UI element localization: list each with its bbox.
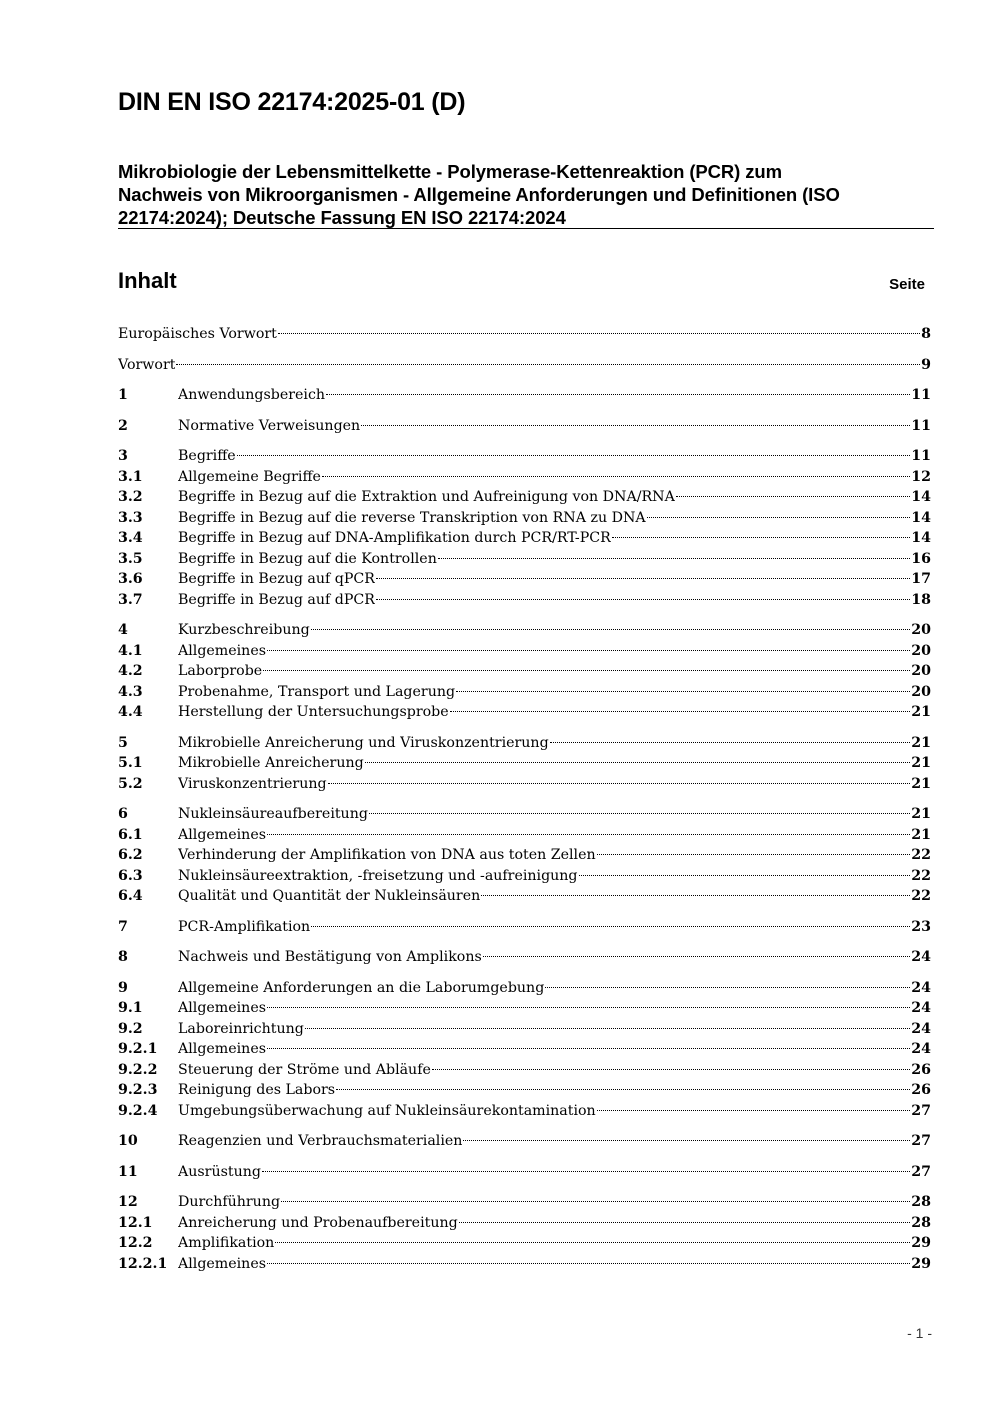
toc-entry-number: 9.1 [118,1000,143,1016]
dot-leader [459,1221,911,1223]
dot-leader [376,598,910,600]
toc-entry[interactable] [118,845,931,866]
toc-entry-title: Allgemeines [178,1255,266,1272]
document-id: DIN EN ISO 22174:2025-01 (D) [118,88,466,116]
toc-entry-number: 9.2.4 [118,1102,158,1119]
page-column-label: Seite [889,276,925,293]
toc-entry[interactable] [118,947,931,968]
toc-entry-page: 29 [911,1255,931,1272]
dot-leader [456,690,910,692]
toc-entry-title: Normative Verweisungen [178,417,361,434]
toc-entry[interactable] [118,416,931,437]
dot-leader [361,424,910,426]
dot-leader [326,393,910,395]
toc-entry-title: Begriffe in Bezug auf die Extraktion und Aufreinigung von DNA/RNA [178,489,675,505]
dot-leader [376,577,910,579]
toc-entry[interactable] [118,733,931,754]
toc-entry-number: 9.2 [118,1020,143,1037]
dot-leader [281,1200,910,1202]
toc-entry-page: 28 [911,1194,931,1210]
toc-entry[interactable] [118,385,931,406]
toc-entry-page: 24 [911,1020,931,1037]
document-title [118,160,934,229]
toc-entry-number: 9.2.3 [118,1082,158,1098]
toc-entry-number: 9.2.1 [118,1041,158,1057]
toc-entry-page: 24 [911,1000,931,1016]
toc-entry-page: 26 [911,1082,931,1098]
toc-entry[interactable] [118,1131,931,1152]
toc-entry-page: 24 [911,949,931,965]
toc-entry-title: Reinigung des Labors [178,1082,336,1098]
toc-entry-title: Laborprobe [178,663,263,679]
toc-entry[interactable] [118,620,931,641]
toc-entry-page: 20 [911,683,931,700]
dot-leader [176,363,920,365]
toc-entry-number: 4.4 [118,704,143,720]
toc-entry-number: 12.2 [118,1235,153,1251]
title-line: 22174:2024); Deutsche Fassung EN ISO 22174:2024 [118,207,566,228]
title-divider [118,228,934,229]
toc-entry[interactable] [118,1162,931,1183]
toc-entry-page: 24 [911,979,931,996]
toc-entry-page: 14 [911,509,931,526]
dot-leader [267,1006,910,1008]
toc-entry-title: Anwendungsbereich [178,387,326,403]
toc-entry-number: 4.2 [118,663,143,679]
toc-entry[interactable] [118,508,931,529]
toc-entry-number: 4.3 [118,683,143,700]
toc-entry-title: Reagenzien und Verbrauchsmaterialien [178,1133,463,1149]
toc-entry-title: Begriffe in Bezug auf dPCR [178,591,375,608]
toc-entry-page: 9 [921,356,931,373]
toc-entry-page: 14 [911,489,931,505]
toc-entry-number: 9.2.2 [118,1061,158,1078]
toc-entry[interactable] [118,446,931,467]
toc-entry-number: 8 [118,949,128,965]
dot-leader [311,925,910,927]
toc-entry[interactable] [118,978,931,999]
toc-entry-page: 18 [911,591,931,608]
toc-entry-title: Umgebungsüberwachung auf Nukleinsäurekontamination [178,1102,596,1119]
toc-entry-page: 21 [911,734,931,751]
dot-leader [438,557,910,559]
toc-entry[interactable] [118,1213,931,1234]
toc-entry[interactable] [118,590,931,611]
dot-leader [365,761,911,763]
toc-entry-number: 12.1 [118,1214,153,1231]
toc-entry-title: Allgemeine Begriffe [178,468,321,485]
toc-entry[interactable] [118,1060,931,1081]
toc-entry-number: 6.4 [118,888,143,904]
toc-entry-page: 17 [911,571,931,587]
toc-entry-number: 6 [118,806,128,822]
toc-entry-page: 21 [911,826,931,843]
dot-leader [612,536,910,538]
dot-leader [579,874,911,876]
toc-entry-page: 11 [911,417,931,434]
toc-entry-number: 3.5 [118,550,143,567]
toc-entry-page: 20 [911,663,931,679]
toc-entry-number: 7 [118,918,128,935]
toc-entry-page: 8 [921,326,931,342]
toc-entry[interactable] [118,998,931,1019]
dot-leader [263,669,910,671]
toc-entry-page: 20 [911,622,931,638]
toc-entry[interactable] [118,825,931,846]
toc-entry-number: 9 [118,979,128,996]
toc-entry-title: Nukleinsäureaufbereitung [178,806,368,822]
toc-entry-page: 22 [911,888,931,904]
toc-entry-page: 12 [911,468,931,485]
dot-leader [369,812,910,814]
toc-entry[interactable] [118,1192,931,1213]
toc-entry-title: Steuerung der Ströme und Abläufe [178,1061,431,1078]
toc-entry-title: Allgemeine Anforderungen an die Laborumgebung [178,979,545,996]
toc-entry-page: 21 [911,755,931,771]
toc-entry-title: Ausrüstung [178,1163,261,1180]
toc-entry-title: Allgemeines [178,826,266,843]
toc-entry-number: 3.7 [118,591,143,608]
toc-entry-page: 28 [911,1214,931,1231]
toc-entry-page: 16 [911,550,931,567]
dot-leader [550,741,911,743]
toc-entry-title: Laboreinrichtung [178,1020,304,1037]
toc-entry[interactable] [118,569,931,590]
dot-leader [237,454,911,456]
toc-entry-page: 24 [911,1041,931,1057]
toc-entry[interactable] [118,866,931,887]
toc-entry-page: 11 [911,387,931,403]
toc-entry-title: Probenahme, Transport und Lagerung [178,683,456,700]
dot-leader [267,649,910,651]
page-number: - 1 - [907,1325,932,1341]
dot-leader [597,1109,911,1111]
dot-leader [483,955,910,957]
toc-entry[interactable] [118,804,931,825]
dot-leader [647,516,911,518]
toc-entry[interactable] [118,702,931,723]
dot-leader [597,853,911,855]
toc-entry-page: 22 [911,847,931,863]
toc-entry[interactable] [118,324,931,345]
toc-entry-number: 11 [118,1163,138,1180]
toc-entry-title: Herstellung der Untersuchungsprobe [178,704,449,720]
toc-entry-title: Allgemeines [178,1000,266,1016]
toc-entry-number: 10 [118,1133,138,1149]
toc-entry[interactable] [118,1254,931,1275]
toc-entry[interactable] [118,549,931,570]
dot-leader [267,833,910,835]
toc-entry[interactable] [118,1080,931,1101]
toc-entry-title: Mikrobielle Anreicherung [178,755,364,771]
toc-entry-title: Begriffe in Bezug auf DNA-Amplifikation durch PCR/RT-PCR [178,530,611,546]
toc-entry-page: 29 [911,1235,931,1251]
toc-entry-title: Vorwort [118,356,176,373]
toc-entry-number: 3.2 [118,489,143,505]
toc-entry-number: 2 [118,417,128,434]
toc-entry-number: 5.2 [118,775,143,792]
dot-leader [275,1241,910,1243]
dot-leader [432,1068,910,1070]
toc-entry[interactable] [118,774,931,795]
toc-entry-title: Begriffe in Bezug auf qPCR [178,571,375,587]
toc-entry[interactable] [118,528,931,549]
toc-entry[interactable] [118,1233,931,1254]
title-line: Mikrobiologie der Lebensmittelkette - Polymerase-Kettenreaktion (PCR) zum [118,161,782,182]
dot-leader [481,894,910,896]
dot-leader [545,986,910,988]
toc-entry-title: Amplifikation [178,1235,275,1251]
toc-entry-number: 12.2.1 [118,1255,168,1272]
toc-entry-title: Durchführung [178,1194,281,1210]
toc-entry-number: 3.3 [118,509,143,526]
dot-leader [336,1088,910,1090]
toc-entry-title: Allgemeines [178,1041,266,1057]
toc-entry-page: 21 [911,806,931,822]
toc-entry-number: 3.1 [118,468,143,485]
table-of-contents [118,324,931,1274]
toc-entry-number: 3 [118,448,128,464]
toc-entry-title: Begriffe [178,448,236,464]
toc-entry-title: Nukleinsäureextraktion, -freisetzung und -aufreinigung [178,867,578,884]
toc-entry-page: 14 [911,530,931,546]
toc-entry[interactable] [118,1039,931,1060]
toc-entry[interactable] [118,917,931,938]
toc-entry-number: 5 [118,734,128,751]
toc-entry-page: 27 [911,1102,931,1119]
toc-entry-page: 27 [911,1163,931,1180]
dot-leader [311,628,911,630]
toc-entry-page: 23 [911,918,931,935]
toc-entry-page: 11 [911,448,931,464]
toc-entry-title: Verhinderung der Amplifikation von DNA aus toten Zellen [178,847,596,863]
toc-entry-number: 6.3 [118,867,143,884]
dot-leader [267,1262,910,1264]
toc-entry-page: 20 [911,642,931,659]
toc-entry-page: 27 [911,1133,931,1149]
toc-entry-title: Mikrobielle Anreicherung und Viruskonzentrierung [178,734,549,751]
toc-entry-title: Nachweis und Bestätigung von Amplikons [178,949,482,965]
toc-entry-number: 6.2 [118,847,143,863]
toc-entry[interactable] [118,661,931,682]
toc-entry-title: Viruskonzentrierung [178,775,327,792]
toc-entry-number: 4.1 [118,642,143,659]
toc-entry-title: PCR-Amplifikation [178,918,311,935]
dot-leader [262,1170,910,1172]
toc-entry[interactable] [118,1019,931,1040]
toc-entry-title: Kurzbeschreibung [178,622,310,638]
toc-entry-number: 5.1 [118,755,143,771]
toc-entry[interactable] [118,355,931,376]
toc-entry[interactable] [118,682,931,703]
dot-leader [267,1047,910,1049]
dot-leader [328,782,911,784]
toc-entry[interactable] [118,1101,931,1122]
title-line: Nachweis von Mikroorganismen - Allgemeine Anforderungen und Definitionen (ISO [118,184,840,205]
toc-entry[interactable] [118,641,931,662]
toc-entry-title: Qualität und Quantität der Nukleinsäuren [178,888,481,904]
toc-entry-number: 6.1 [118,826,143,843]
toc-entry-page: 21 [911,704,931,720]
toc-entry-title: Anreicherung und Probenaufbereitung [178,1214,458,1231]
toc-entry-page: 26 [911,1061,931,1078]
toc-entry-number: 4 [118,622,128,638]
toc-entry[interactable] [118,487,931,508]
toc-entry[interactable] [118,753,931,774]
toc-entry-title: Allgemeines [178,642,266,659]
toc-entry-number: 3.4 [118,530,143,546]
dot-leader [450,710,911,712]
toc-entry-number: 12 [118,1194,138,1210]
toc-entry-number: 3.6 [118,571,143,587]
dot-leader [305,1027,910,1029]
dot-leader [322,475,910,477]
toc-entry-page: 22 [911,867,931,884]
toc-entry-number: 1 [118,387,128,403]
toc-entry-title: Begriffe in Bezug auf die Kontrollen [178,550,437,567]
toc-entry[interactable] [118,467,931,488]
toc-entry-page: 21 [911,775,931,792]
dot-leader [463,1139,910,1141]
toc-entry[interactable] [118,886,931,907]
toc-entry-title: Europäisches Vorwort [118,326,277,342]
dot-leader [676,495,910,497]
dot-leader [278,332,920,334]
toc-entry-title: Begriffe in Bezug auf die reverse Transkription von RNA zu DNA [178,509,646,526]
toc-heading: Inhalt [118,268,177,293]
